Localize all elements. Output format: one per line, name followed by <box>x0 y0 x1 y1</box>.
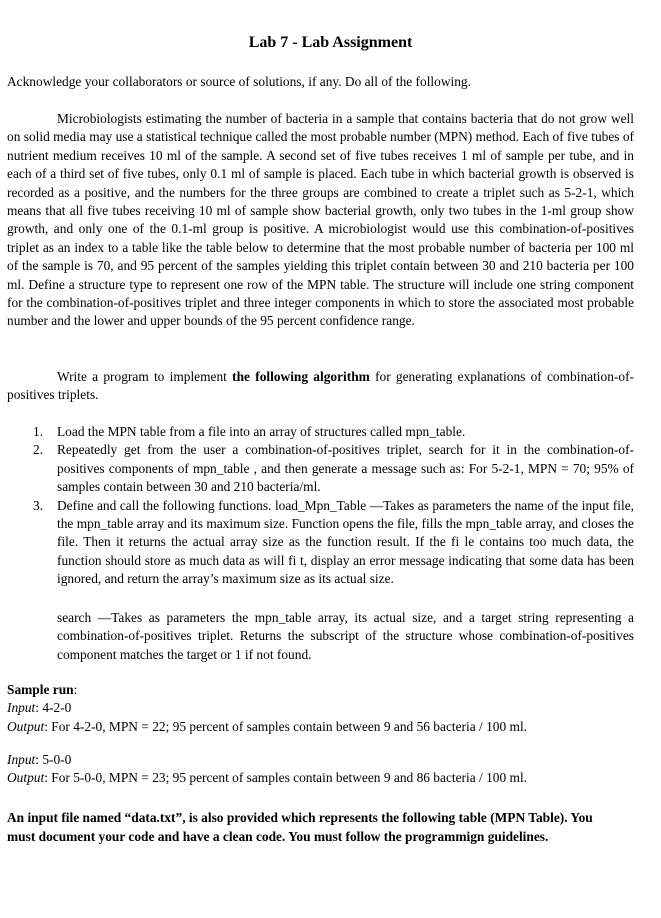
step-text: Define and call the following functions. load_Mpn_Table —Takes as parameters the name of the input file, the mpn_table array and its maximum size. Function opens the file, fills the mpn_table array, and closes the file. Then it returns the actual array size as the function result. If the fi le contains too much data, the function should store as much data as will fi t, display an error message indicating that some data has been ignored, and return the array’s maximum size as its actual size. <box>57 497 634 587</box>
sample-output-line <box>7 718 634 736</box>
step-text: Repeatedly get from the user a combination-of-positives triplet, search for it in the combination-of-positives components of mpn_table , and then generate a message such as: For 5-2-1, MPN = 70; 95% of samples contain between 30 and 210 bacteria/ml. <box>57 442 634 495</box>
task-paragraph <box>7 368 634 405</box>
task-text-before: Write a program to implement <box>57 369 233 384</box>
sample-input-line <box>7 699 634 717</box>
sample-run-label: Sample run <box>7 682 74 697</box>
output-value: : For 5-0-0, MPN = 23; 95 percent of samples contain between 9 and 86 bacteria / 100 ml. <box>44 770 528 786</box>
sample-run-block-2 <box>7 751 634 788</box>
step-number: 2. <box>33 442 44 458</box>
step-text: Load the MPN table from a file into an array of structures called mpn_table. <box>57 424 466 439</box>
sample-run-block <box>7 681 634 736</box>
output-value: : For 4-2-0, MPN = 22; 95 percent of samples contain between 9 and 56 bacteria / 100 ml. <box>44 718 528 734</box>
step-number: 1. <box>33 424 44 439</box>
task-text-bold: the following algorithm <box>232 369 370 384</box>
input-label: Input <box>7 700 36 716</box>
step-number: 3. <box>33 497 44 513</box>
list-item <box>7 497 634 589</box>
sample-input-line <box>7 751 634 769</box>
list-item <box>7 423 634 441</box>
acknowledge-text: Acknowledge your collaborators or source of solutions, if any. Do all of the following. <box>7 74 471 89</box>
steps-list <box>7 423 634 589</box>
output-label: Output <box>7 718 45 734</box>
input-label: Input <box>7 752 36 767</box>
page-title: Lab 7 - Lab Assignment <box>248 34 413 51</box>
sample-run-heading <box>7 681 634 699</box>
list-item <box>7 441 634 496</box>
sample-run-colon: : <box>73 682 78 697</box>
input-file-note: An input file named “data.txt”, is also provided which represents the following table (MPN Table). You must document your code and have a clean code. You must follow the programmign guidelines. <box>7 810 593 844</box>
task-text-after: for generating explanations of combination-of-positives triplets. <box>7 369 634 403</box>
sample-output-line <box>7 769 634 787</box>
output-label: Output <box>7 770 45 786</box>
input-value: : 5-0-0 <box>35 752 72 767</box>
input-value: : 4-2-0 <box>35 700 72 716</box>
intro-paragraph: Microbiologists estimating the number of bacteria in a sample that contains bacteria that do not grow well on solid media may use a statistical technique called the most probable number (MPN) method. Each of five tubes of nutrient medium receives 10 ml of the sample. A second set of five tubes receives 1 ml of sample per tube, and in each of a third set of five tubes, only 0.1 ml of sample is placed. Each tube in which bacterial growth is observed is recorded as a positive, and the numbers for the three groups are combined to create a triplet such as 5-2-1, which means that all five tubes receiving 10 ml of sample show bacterial growth, only two tubes in the 1-ml group show growth, and only one of the 0.1-ml group is positive. A microbiologist would use this combination-of-positives triplet as an index to a table like the table below to determine that the most probable number of bacteria per 100 ml of the sample is 70, and 95 percent of the samples yielding this triplet contain between 30 and 210 bacteria per 100 ml. Define a structure type to represent one row of the MPN table. The structure will include one string component for the combination-of-positives triplet and three integer components in which to store the associated most probable number and the lower and upper bounds of the 95 percent confidence range. <box>7 111 634 329</box>
search-function-description: search —Takes as parameters the mpn_table array, its actual size, and a target string representing a combination-of-positives triplet. Returns the subscript of the structure whose combination-of-positives component matches the target or 1 if not found. <box>57 610 634 662</box>
